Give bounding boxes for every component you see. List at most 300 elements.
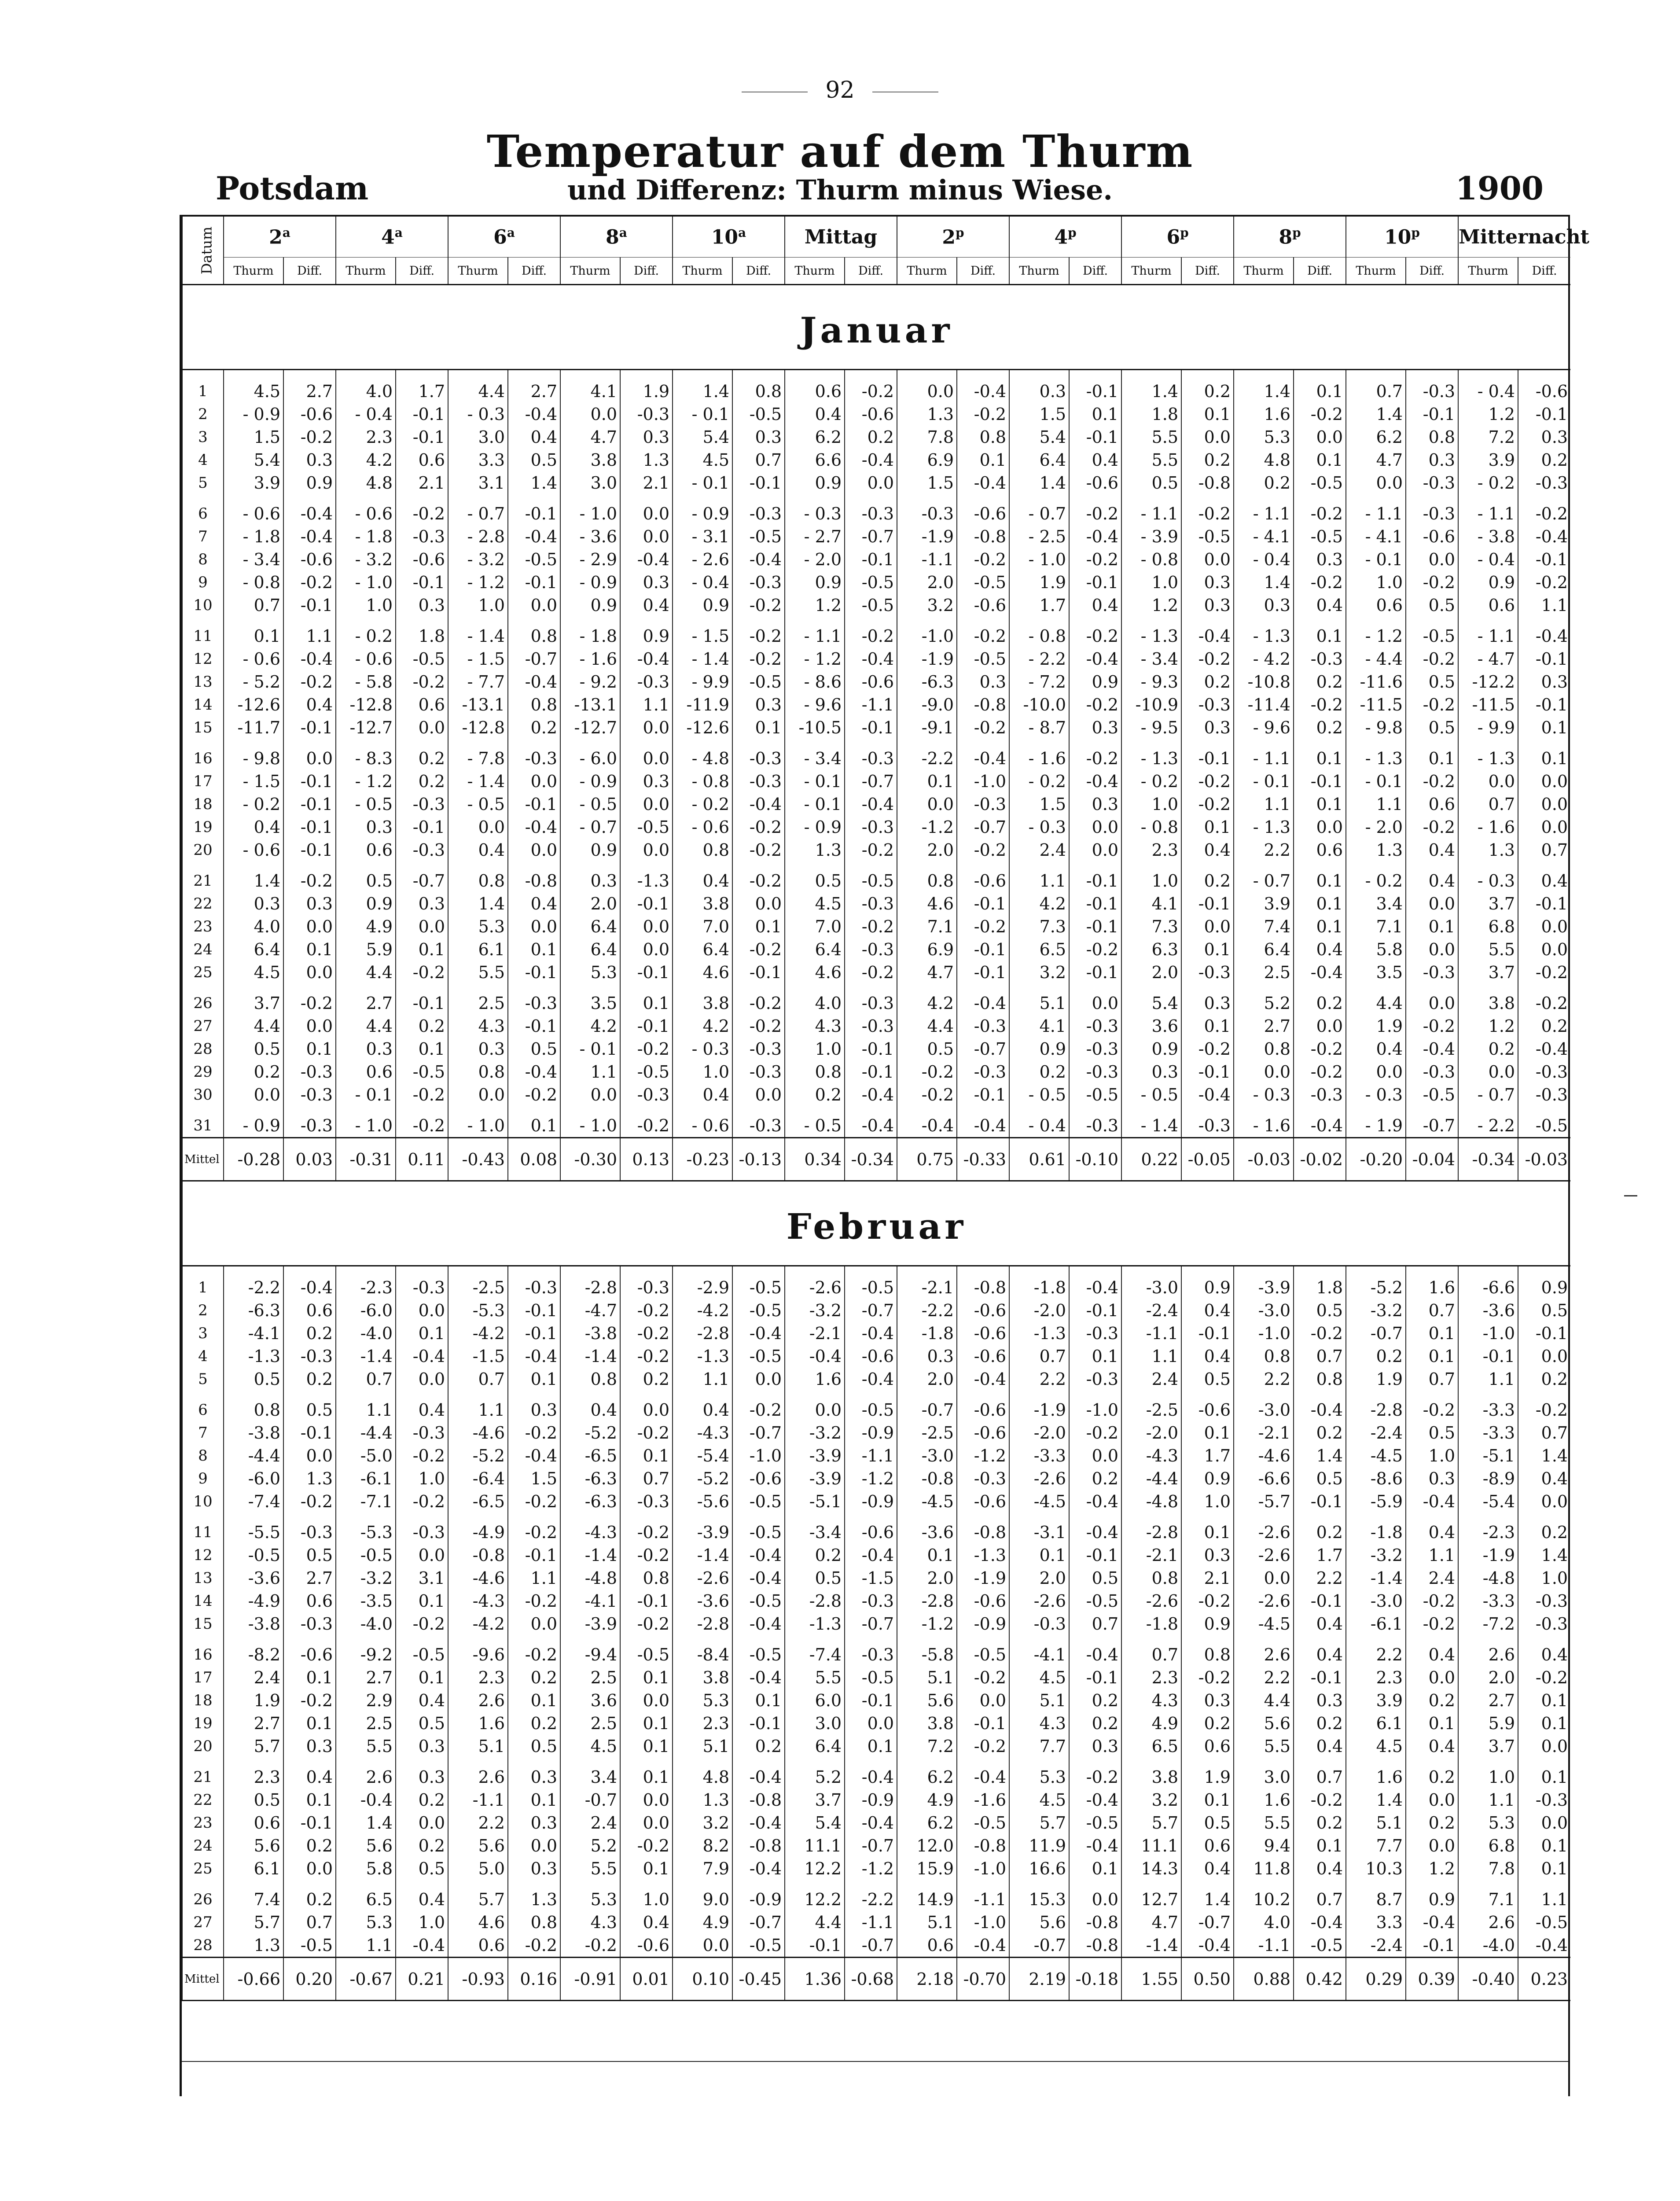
diff-cell: -0.3 — [732, 1038, 785, 1060]
diff-cell: -0.2 — [396, 1444, 448, 1467]
thurm-cell: -2.6 — [1009, 1467, 1069, 1490]
thurm-cell: -7.4 — [224, 1490, 283, 1521]
diff-cell: -0.3 — [396, 1276, 448, 1299]
thurm-cell: -6.6 — [1234, 1467, 1294, 1490]
thurm-cell: 1.4 — [448, 892, 508, 915]
diff-cell: -0.2 — [620, 1544, 673, 1567]
table-row — [182, 1590, 1570, 1612]
mittel-thurm-cell: -0.43 — [448, 1138, 508, 1181]
thurm-cell: - 1.4 — [448, 625, 508, 648]
thurm-cell: -1.3 — [224, 1345, 283, 1368]
diff-cell: -0.8 — [957, 1834, 1009, 1857]
diff-cell: -0.7 — [1406, 1114, 1458, 1138]
diff-cell: -0.1 — [1518, 1322, 1570, 1345]
thurm-cell: 0.6 — [897, 1934, 957, 1958]
thurm-cell: 5.7 — [1121, 1811, 1181, 1834]
thurm-cell: 7.8 — [1458, 1857, 1518, 1888]
diff-cell: 0.4 — [1294, 938, 1346, 961]
spacer-cell — [336, 370, 396, 380]
hour-header-label: 2 — [269, 226, 283, 249]
thurm-cell: 3.7 — [785, 1789, 845, 1811]
mittel-thurm-cell: 0.88 — [1234, 1958, 1294, 2001]
thurm-cell: -8.9 — [1458, 1467, 1518, 1490]
thurm-cell: -2.2 — [897, 1299, 957, 1322]
spacer-cell — [1009, 1266, 1069, 1277]
diff-subheader: Diff. — [1294, 258, 1346, 285]
month-heading — [182, 1181, 1570, 1266]
diff-cell: -0.3 — [845, 892, 897, 915]
diff-cell: -0.3 — [1181, 693, 1234, 716]
thurm-cell: 7.2 — [897, 1735, 957, 1766]
diff-cell: -0.2 — [1518, 502, 1570, 525]
diff-cell: 0.0 — [620, 747, 673, 770]
thurm-cell: 4.7 — [560, 426, 620, 449]
diff-cell: -0.2 — [508, 1421, 560, 1444]
table-row — [182, 1114, 1570, 1138]
diff-cell: 0.3 — [620, 426, 673, 449]
diff-cell: -0.1 — [1294, 1590, 1346, 1612]
diff-cell: -0.3 — [957, 1015, 1009, 1038]
diff-cell: 0.8 — [508, 1911, 560, 1934]
diff-cell: -0.2 — [732, 816, 785, 839]
diff-cell: 0.0 — [620, 938, 673, 961]
diff-cell: 0.3 — [1069, 716, 1121, 747]
thurm-cell: -1.2 — [897, 1612, 957, 1643]
diff-cell: 0.6 — [396, 449, 448, 471]
thurm-cell: - 0.3 — [785, 502, 845, 525]
thurm-cell: 0.9 — [560, 594, 620, 625]
diff-cell: -0.1 — [508, 1322, 560, 1345]
diff-cell: -0.4 — [620, 648, 673, 670]
diff-cell: -0.3 — [1518, 471, 1570, 502]
spacer-cell — [732, 370, 785, 380]
thurm-cell: 5.9 — [336, 938, 396, 961]
diff-cell: 0.2 — [1181, 380, 1234, 403]
hour-suffix: a — [507, 225, 515, 240]
thurm-cell: 2.5 — [560, 1712, 620, 1735]
diff-cell: -0.5 — [396, 1060, 448, 1083]
thurm-cell: 0.0 — [448, 1083, 508, 1114]
thurm-cell: 4.5 — [673, 449, 732, 471]
thurm-cell: -2.8 — [785, 1590, 845, 1612]
thurm-cell: -3.8 — [560, 1322, 620, 1345]
diff-subheader: Diff. — [1069, 258, 1121, 285]
thurm-cell: -12.6 — [224, 693, 283, 716]
diff-cell: 0.1 — [1294, 449, 1346, 471]
thurm-cell: 4.6 — [448, 1911, 508, 1934]
thurm-cell: 1.4 — [224, 869, 283, 892]
diff-cell: 0.2 — [1518, 1368, 1570, 1399]
diff-cell: -0.1 — [845, 716, 897, 747]
thurm-cell: - 1.5 — [448, 648, 508, 670]
thurm-cell: 4.5 — [224, 961, 283, 992]
diff-cell: -0.1 — [845, 1060, 897, 1083]
diff-cell: 0.4 — [1181, 1299, 1234, 1322]
table-row — [182, 1712, 1570, 1735]
thurm-cell: - 2.0 — [785, 548, 845, 571]
thurm-cell: 2.6 — [448, 1689, 508, 1712]
diff-cell: 0.1 — [1069, 403, 1121, 426]
thurm-cell: - 0.9 — [224, 403, 283, 426]
diff-cell: -0.1 — [957, 961, 1009, 992]
thurm-cell: -11.7 — [224, 716, 283, 747]
thurm-cell: - 9.3 — [1121, 670, 1181, 693]
thurm-cell: - 0.1 — [673, 471, 732, 502]
hour-suffix: a — [738, 225, 746, 240]
diff-cell: -0.5 — [845, 1666, 897, 1689]
thurm-cell: 1.1 — [336, 1399, 396, 1421]
diff-cell: 0.0 — [283, 915, 336, 938]
thurm-cell: 1.6 — [1346, 1766, 1406, 1789]
table-row — [182, 1399, 1570, 1421]
diff-cell: 2.1 — [1181, 1567, 1234, 1590]
thurm-cell: -1.2 — [897, 816, 957, 839]
diff-cell: 1.0 — [1406, 1444, 1458, 1467]
diff-cell: 0.4 — [283, 1766, 336, 1789]
thurm-cell: 1.3 — [897, 403, 957, 426]
diff-cell: 0.5 — [1294, 1467, 1346, 1490]
thurm-cell: -2.1 — [1234, 1421, 1294, 1444]
thurm-cell: 2.3 — [673, 1712, 732, 1735]
day-cell: 9 — [182, 1467, 224, 1490]
thurm-subheader: Thurm — [1009, 258, 1069, 285]
diff-cell: 0.0 — [396, 1544, 448, 1567]
diff-cell: -0.1 — [1406, 1934, 1458, 1958]
thurm-cell: -1.4 — [560, 1345, 620, 1368]
thurm-cell: -3.2 — [785, 1299, 845, 1322]
diff-cell: -0.2 — [396, 961, 448, 992]
thurm-cell: -1.8 — [1121, 1612, 1181, 1643]
thurm-cell: -4.3 — [1121, 1444, 1181, 1467]
diff-cell: 0.0 — [1181, 915, 1234, 938]
thurm-cell: -1.8 — [1346, 1521, 1406, 1544]
thurm-cell: 4.4 — [448, 380, 508, 403]
diff-cell: -0.1 — [1294, 1666, 1346, 1689]
thurm-cell: -6.0 — [336, 1299, 396, 1322]
diff-cell: -0.1 — [283, 1421, 336, 1444]
diff-cell: -1.9 — [957, 1567, 1009, 1590]
day-cell: 24 — [182, 1834, 224, 1857]
diff-cell: -0.6 — [957, 1590, 1009, 1612]
thurm-cell: 5.5 — [1121, 449, 1181, 471]
diff-cell: 0.1 — [620, 1666, 673, 1689]
spacer-cell — [224, 370, 283, 380]
thurm-cell: - 1.0 — [336, 1114, 396, 1138]
diff-cell: 0.1 — [508, 1368, 560, 1399]
diff-cell: -0.3 — [1069, 1114, 1121, 1138]
table-row — [182, 1666, 1570, 1689]
diff-cell: -0.5 — [1294, 525, 1346, 548]
diff-cell: -0.2 — [620, 1114, 673, 1138]
thurm-cell: 5.6 — [1009, 1911, 1069, 1934]
diff-cell: -0.4 — [283, 502, 336, 525]
diff-cell: 0.2 — [1181, 1712, 1234, 1735]
mittel-diff-cell: 0.11 — [396, 1138, 448, 1181]
diff-cell: 0.0 — [1406, 892, 1458, 915]
hour-header-label: 6 — [1166, 226, 1180, 249]
thurm-cell: 1.4 — [1121, 380, 1181, 403]
thurm-cell: -2.6 — [1009, 1590, 1069, 1612]
diff-cell: -0.5 — [732, 1521, 785, 1544]
diff-cell: 0.0 — [1518, 915, 1570, 938]
thurm-cell: 5.1 — [1009, 1689, 1069, 1712]
diff-cell: -0.1 — [508, 1544, 560, 1567]
table-row — [182, 1345, 1570, 1368]
thurm-cell: 4.6 — [673, 961, 732, 992]
diff-cell: 0.1 — [508, 1689, 560, 1712]
diff-cell: 0.7 — [732, 449, 785, 471]
thurm-cell: -4.5 — [1346, 1444, 1406, 1467]
diff-cell: -0.5 — [732, 1490, 785, 1521]
diff-cell: 0.3 — [1406, 1467, 1458, 1490]
diff-cell: 1.4 — [1294, 1444, 1346, 1467]
thurm-cell: 2.4 — [1009, 839, 1069, 869]
thurm-subheader: Thurm — [560, 258, 620, 285]
thurm-cell: 4.1 — [1009, 1015, 1069, 1038]
hour-header — [1346, 217, 1458, 258]
diff-cell: 0.4 — [396, 1399, 448, 1421]
diff-cell: 0.4 — [1294, 1857, 1346, 1888]
diff-cell: 0.3 — [508, 1766, 560, 1789]
thurm-cell: 0.0 — [1346, 471, 1406, 502]
diff-cell: -0.4 — [845, 1811, 897, 1834]
diff-cell: -0.2 — [1406, 648, 1458, 670]
thurm-cell: - 0.1 — [673, 403, 732, 426]
thurm-cell: 2.2 — [1346, 1643, 1406, 1666]
thurm-cell: 6.1 — [448, 938, 508, 961]
thurm-cell: -4.6 — [448, 1567, 508, 1590]
diff-cell: -1.2 — [845, 1467, 897, 1490]
thurm-cell: -1.8 — [897, 1322, 957, 1345]
thurm-cell: - 0.2 — [1009, 770, 1069, 793]
thurm-cell: 0.8 — [448, 1060, 508, 1083]
diff-cell: -0.4 — [1518, 1934, 1570, 1958]
diff-cell: -0.5 — [732, 1345, 785, 1368]
thurm-cell: -6.3 — [224, 1299, 283, 1322]
day-cell: 2 — [182, 403, 224, 426]
diff-cell: -0.1 — [620, 1015, 673, 1038]
diff-cell: 0.1 — [283, 1666, 336, 1689]
thurm-cell: 5.6 — [448, 1834, 508, 1857]
diff-cell: 0.3 — [620, 770, 673, 793]
diff-cell: -1.1 — [845, 1444, 897, 1467]
diff-cell: 0.2 — [845, 426, 897, 449]
diff-cell: -0.2 — [1069, 548, 1121, 571]
thurm-cell: 6.3 — [1121, 938, 1181, 961]
diff-cell: -0.5 — [732, 525, 785, 548]
thurm-cell: 2.0 — [1121, 961, 1181, 992]
thurm-cell: 6.0 — [785, 1689, 845, 1712]
hour-header — [1009, 217, 1121, 258]
diff-cell: 2.4 — [1406, 1567, 1458, 1590]
diff-cell: -0.3 — [283, 1521, 336, 1544]
thurm-cell: -2.6 — [673, 1567, 732, 1590]
thurm-cell: 0.3 — [336, 1038, 396, 1060]
thurm-cell: -11.5 — [1458, 693, 1518, 716]
thurm-subheader: Thurm — [673, 258, 732, 285]
diff-cell: -0.3 — [1069, 1368, 1121, 1399]
diff-cell: -0.4 — [396, 1934, 448, 1958]
thurm-cell: 5.3 — [1234, 426, 1294, 449]
diff-cell: 0.4 — [1181, 1345, 1234, 1368]
thurm-cell: 0.9 — [1458, 571, 1518, 594]
diff-cell: -0.2 — [283, 571, 336, 594]
thurm-cell: 0.7 — [224, 594, 283, 625]
thurm-cell: - 0.6 — [224, 648, 283, 670]
thurm-cell: 2.5 — [336, 1712, 396, 1735]
thurm-cell: -1.9 — [1458, 1544, 1518, 1567]
diff-cell: -0.8 — [1181, 471, 1234, 502]
thurm-cell: -5.1 — [785, 1490, 845, 1521]
diff-cell: 0.1 — [1181, 938, 1234, 961]
thurm-cell: - 0.6 — [673, 1114, 732, 1138]
page-title: Temperatur auf dem Thurm — [486, 125, 1194, 177]
thurm-cell: 4.4 — [1234, 1689, 1294, 1712]
diff-cell: 0.3 — [1518, 670, 1570, 693]
thurm-cell: - 1.1 — [1234, 502, 1294, 525]
diff-cell: 0.5 — [1406, 670, 1458, 693]
spacer-cell — [560, 370, 620, 380]
thurm-cell: 6.4 — [1009, 449, 1069, 471]
spacer-cell — [396, 370, 448, 380]
thurm-cell: - 1.0 — [560, 1114, 620, 1138]
mittel-thurm-cell: -0.30 — [560, 1138, 620, 1181]
diff-cell: 0.0 — [396, 716, 448, 747]
thurm-cell: 3.7 — [1458, 1735, 1518, 1766]
diff-cell: 0.0 — [1518, 1490, 1570, 1521]
thurm-cell: -4.1 — [560, 1590, 620, 1612]
diff-cell: -0.2 — [1518, 961, 1570, 992]
thurm-cell: 0.0 — [1234, 1060, 1294, 1083]
thurm-cell: 0.2 — [1009, 1060, 1069, 1083]
thurm-cell: - 2.9 — [560, 548, 620, 571]
thurm-cell: 6.4 — [560, 915, 620, 938]
thurm-cell: -1.4 — [1346, 1567, 1406, 1590]
thurm-cell: -4.6 — [448, 1421, 508, 1444]
thurm-cell: - 0.5 — [785, 1114, 845, 1138]
thurm-cell: 2.3 — [1346, 1666, 1406, 1689]
spacer-cell — [224, 1266, 283, 1277]
diff-cell: 0.2 — [1294, 670, 1346, 693]
diff-cell: -0.5 — [508, 548, 560, 571]
thurm-cell: 2.3 — [224, 1766, 283, 1789]
thurm-cell: -3.8 — [224, 1421, 283, 1444]
diff-cell: 2.1 — [396, 471, 448, 502]
diff-cell: -1.0 — [957, 1857, 1009, 1888]
thurm-cell: 5.3 — [336, 1911, 396, 1934]
thurm-cell: - 1.6 — [1234, 1114, 1294, 1138]
diff-cell: 0.0 — [508, 1834, 560, 1857]
diff-cell: -0.6 — [845, 1345, 897, 1368]
thurm-cell: 0.6 — [448, 1934, 508, 1958]
thurm-cell: -11.6 — [1346, 670, 1406, 693]
diff-cell: 0.1 — [1518, 1712, 1570, 1735]
thurm-cell: - 1.4 — [673, 648, 732, 670]
thurm-cell: 5.3 — [1009, 1766, 1069, 1789]
thurm-cell: 14.3 — [1121, 1857, 1181, 1888]
diff-cell: 0.0 — [508, 839, 560, 869]
day-cell: 8 — [182, 548, 224, 571]
page-subtitle: und Differenz: Thurm minus Wiese. — [567, 174, 1113, 206]
mittel-diff-cell: 0.21 — [396, 1958, 448, 2001]
thurm-cell: -0.3 — [897, 502, 957, 525]
diff-cell: -0.6 — [845, 403, 897, 426]
diff-cell: 0.0 — [396, 1299, 448, 1322]
spacer-cell — [182, 370, 224, 380]
diff-cell: 0.6 — [1406, 793, 1458, 816]
diff-cell: -0.4 — [845, 1766, 897, 1789]
diff-cell: 0.4 — [508, 892, 560, 915]
diff-cell: 0.1 — [1406, 1712, 1458, 1735]
diff-cell: -0.3 — [1069, 1322, 1121, 1345]
diff-cell: -0.1 — [1069, 571, 1121, 594]
thurm-cell: 0.6 — [336, 839, 396, 869]
diff-cell: -0.2 — [732, 648, 785, 670]
thurm-cell: 1.9 — [1346, 1368, 1406, 1399]
thurm-cell: 16.6 — [1009, 1857, 1069, 1888]
thurm-cell: - 0.3 — [1234, 1083, 1294, 1114]
diff-cell: -0.3 — [1181, 961, 1234, 992]
diff-cell: -0.6 — [1181, 1399, 1234, 1421]
diff-cell: -0.4 — [283, 525, 336, 548]
thurm-cell: 2.6 — [1458, 1911, 1518, 1934]
diff-cell: -0.3 — [283, 1114, 336, 1138]
thurm-cell: -6.1 — [336, 1467, 396, 1490]
thurm-cell: 0.7 — [336, 1368, 396, 1399]
diff-cell: -0.3 — [732, 502, 785, 525]
thurm-cell: -4.3 — [448, 1590, 508, 1612]
diff-cell: -0.1 — [1069, 869, 1121, 892]
diff-cell: -0.4 — [1518, 525, 1570, 548]
diff-cell: -0.2 — [1518, 571, 1570, 594]
diff-cell: -0.2 — [732, 625, 785, 648]
diff-cell: -0.2 — [845, 380, 897, 403]
diff-cell: -0.8 — [957, 693, 1009, 716]
thurm-cell: -6.3 — [897, 670, 957, 693]
thurm-cell: -13.1 — [560, 693, 620, 716]
thurm-cell: 0.0 — [1458, 1060, 1518, 1083]
thurm-cell: 5.5 — [1121, 426, 1181, 449]
thurm-cell: 11.8 — [1234, 1857, 1294, 1888]
thurm-cell: -9.6 — [448, 1643, 508, 1666]
thurm-cell: 0.7 — [1009, 1345, 1069, 1368]
thurm-cell: 5.6 — [1234, 1712, 1294, 1735]
diff-cell: -0.3 — [508, 1276, 560, 1299]
thurm-cell: - 4.4 — [1346, 648, 1406, 670]
diff-cell: 0.1 — [1406, 1322, 1458, 1345]
diff-cell: 0.1 — [283, 938, 336, 961]
thurm-cell: 5.5 — [448, 961, 508, 992]
thurm-cell: -0.2 — [897, 1083, 957, 1114]
thurm-cell: 6.4 — [560, 938, 620, 961]
mittel-thurm-cell: 0.10 — [673, 1958, 732, 2001]
diff-cell: 0.4 — [1294, 1612, 1346, 1643]
diff-cell: -0.8 — [508, 869, 560, 892]
thurm-cell: - 0.7 — [1458, 1083, 1518, 1114]
thurm-cell: -3.6 — [897, 1521, 957, 1544]
diff-cell: 0.1 — [1181, 816, 1234, 839]
thurm-cell: - 4.1 — [1234, 525, 1294, 548]
diff-cell: -0.1 — [396, 571, 448, 594]
diff-cell: 0.1 — [1518, 747, 1570, 770]
mittel-thurm-cell: -0.03 — [1234, 1138, 1294, 1181]
diff-cell: -0.2 — [1406, 571, 1458, 594]
diff-cell: -0.5 — [845, 1276, 897, 1299]
diff-cell: 0.7 — [283, 1911, 336, 1934]
thurm-cell: 0.9 — [673, 594, 732, 625]
diff-cell: 0.0 — [1406, 1666, 1458, 1689]
diff-cell: -0.2 — [957, 839, 1009, 869]
